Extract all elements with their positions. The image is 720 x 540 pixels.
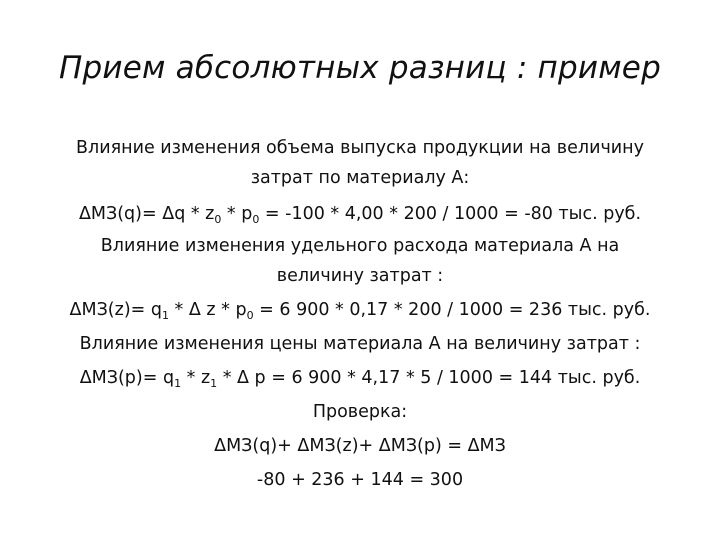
formula-volume xyxy=(0,203,720,225)
formula-check-result: -80 + 236 + 144 = 300 xyxy=(256,470,464,490)
formula-usage-sub-a: 1 xyxy=(161,309,169,322)
formula-price-sub-a: 1 xyxy=(174,377,182,390)
text-line-volume-influence: Влияние изменения объема выпуска продукции на величину xyxy=(76,138,644,158)
formula-volume-sub-b: 0 xyxy=(252,213,260,226)
formula-price-part-c: * Δ p = 6 900 * 4,17 * 5 / 1000 = 144 тыс. руб. xyxy=(217,368,641,388)
text-line-cost-magnitude: величину затрат : xyxy=(276,266,444,286)
text-line-price-influence: Влияние изменения цены материала А на величину затрат : xyxy=(79,334,641,354)
formula-usage-part-c: = 6 900 * 0,17 * 200 / 1000 = 236 тыс. руб. xyxy=(253,300,651,320)
formula-price-part-a: ΔМЗ(p)= q xyxy=(79,368,175,388)
formula-volume-part-b: * p xyxy=(221,204,253,224)
text-line-check: Проверка: xyxy=(312,402,408,422)
formula-price-part-b: * z xyxy=(181,368,211,388)
formula-usage xyxy=(0,299,720,321)
formula-price xyxy=(0,367,720,389)
formula-usage-part-b: * Δ z * p xyxy=(168,300,247,320)
formula-volume-sub-a: 0 xyxy=(214,213,222,226)
formula-check-sum: ΔМЗ(q)+ ΔМЗ(z)+ ΔМЗ(p) = ΔМЗ xyxy=(214,436,506,456)
formula-usage-part-a: ΔМЗ(z)= q xyxy=(69,300,162,320)
text-line-usage-influence: Влияние изменения удельного расхода материала А на xyxy=(100,236,620,256)
slide-title: Прием абсолютных разниц : пример xyxy=(59,50,661,86)
formula-volume-part-c: = -100 * 4,00 * 200 / 1000 = -80 тыс. руб. xyxy=(259,204,642,224)
text-line-material-costs: затрат по материалу А: xyxy=(250,168,470,188)
formula-usage-sub-b: 0 xyxy=(246,309,254,322)
formula-volume-part-a: ΔМЗ(q)= Δq * z xyxy=(78,204,215,224)
formula-price-sub-b: 1 xyxy=(210,377,218,390)
